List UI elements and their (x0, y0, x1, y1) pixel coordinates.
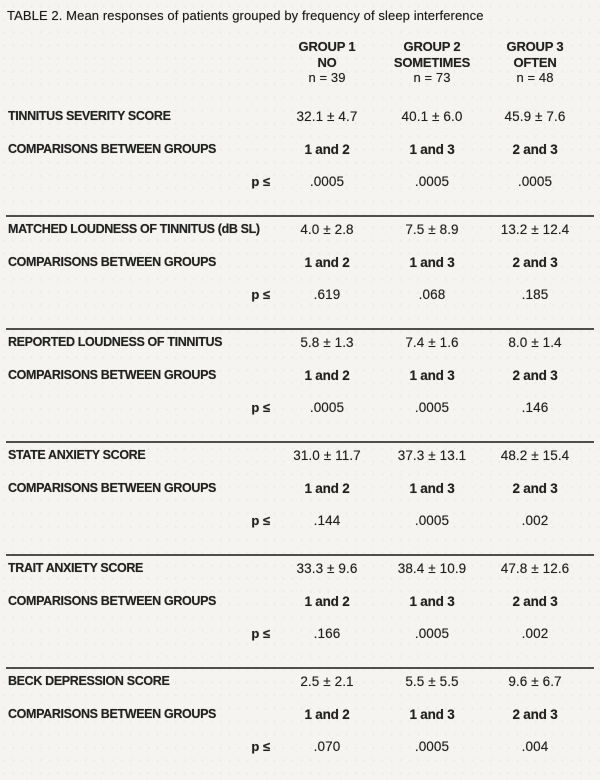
comparison-pair: 2 and 3 (512, 367, 558, 383)
table-row (6, 142, 594, 174)
comparison-pair: 2 and 3 (512, 706, 558, 722)
group-2-n: n = 73 (413, 70, 451, 85)
table-row (6, 107, 594, 142)
measure-block-reported-loudness (6, 328, 594, 441)
measure-value: 31.0 ± 11.7 (293, 447, 361, 463)
table-row (6, 333, 594, 368)
measure-value: 4.0 ± 2.8 (300, 221, 354, 237)
p-value: .070 (313, 738, 341, 754)
p-label: p ≤ (251, 738, 270, 754)
column-header-group-2 (382, 39, 482, 86)
measure-value: 5.5 ± 5.5 (405, 673, 459, 689)
comparison-pair: 1 and 3 (409, 480, 455, 496)
measure-label: MATCHED LOUDNESS OF TINNITUS (dB SL) (8, 221, 260, 236)
comparison-pair: 1 and 3 (409, 593, 455, 609)
p-value: .068 (418, 286, 446, 302)
group-2-frequency: SOMETIMES (393, 54, 471, 70)
measure-value: 33.3 ± 9.6 (296, 560, 358, 576)
table-row (6, 481, 594, 513)
p-value: .144 (313, 512, 341, 528)
p-value: .002 (521, 512, 549, 528)
p-value: .002 (521, 625, 549, 641)
measure-label: TINNITUS SEVERITY SCORE (8, 108, 171, 123)
p-value: .0005 (309, 399, 345, 415)
table-row (6, 559, 594, 594)
comparison-pair: 2 and 3 (512, 254, 558, 270)
table-caption: TABLE 2. Mean responses of patients grouped by frequency of sleep interference (7, 8, 484, 23)
table-row (6, 513, 594, 545)
table-row (6, 739, 594, 771)
measure-value: 8.0 ± 1.4 (508, 334, 562, 350)
measure-label: STATE ANXIETY SCORE (8, 447, 146, 462)
table-row (6, 400, 594, 432)
p-label: p ≤ (251, 286, 270, 302)
column-header-group-3 (482, 39, 588, 86)
p-value: .0005 (414, 625, 450, 641)
comparison-pair: 1 and 3 (409, 254, 455, 270)
measure-value: 9.6 ± 6.7 (508, 673, 562, 689)
table-row (6, 287, 594, 319)
table-row (6, 594, 594, 626)
table-row (6, 446, 594, 481)
comparison-pair: 2 and 3 (512, 480, 558, 496)
measure-value: 13.2 ± 12.4 (500, 221, 570, 237)
p-value: .166 (313, 625, 341, 641)
p-label: p ≤ (251, 625, 270, 641)
measure-label: REPORTED LOUDNESS OF TINNITUS (8, 334, 223, 349)
group-1-frequency: NO (317, 54, 337, 70)
comparisons-label: COMPARISONS BETWEEN GROUPS (8, 367, 217, 382)
comparison-pair: 1 and 2 (304, 367, 350, 383)
p-label: p ≤ (251, 512, 270, 528)
measure-value: 40.1 ± 6.0 (401, 108, 463, 124)
p-value: .146 (521, 399, 549, 415)
table-row (6, 626, 594, 658)
measure-value: 7.5 ± 8.9 (405, 221, 459, 237)
measure-block-state-anxiety (6, 441, 594, 554)
header-spacer (6, 39, 272, 86)
p-value: .0005 (309, 173, 345, 189)
comparison-pair: 1 and 2 (304, 141, 350, 157)
measure-value: 5.8 ± 1.3 (300, 334, 354, 350)
comparison-pair: 1 and 3 (409, 706, 455, 722)
p-value: .619 (313, 286, 341, 302)
group-3-frequency: OFTEN (513, 54, 557, 70)
comparisons-label: COMPARISONS BETWEEN GROUPS (8, 480, 217, 495)
measure-value: 48.2 ± 15.4 (500, 447, 570, 463)
measure-value: 37.3 ± 13.1 (397, 447, 467, 463)
group-1-name: GROUP 1 (298, 39, 356, 54)
p-label: p ≤ (251, 173, 270, 189)
column-headers (6, 39, 594, 86)
measure-value: 45.9 ± 7.6 (504, 108, 566, 124)
measure-value: 7.4 ± 1.6 (405, 334, 459, 350)
table-row (6, 220, 594, 255)
table-row (6, 174, 594, 206)
measure-label: BECK DEPRESSION SCORE (8, 673, 170, 688)
column-header-group-1 (272, 39, 382, 86)
p-value: .0005 (414, 399, 450, 415)
comparison-pair: 1 and 3 (409, 141, 455, 157)
comparison-pair: 1 and 3 (409, 367, 455, 383)
p-value: .0005 (517, 173, 553, 189)
p-label: p ≤ (251, 399, 270, 415)
measure-value: 47.8 ± 12.6 (500, 560, 570, 576)
comparisons-label: COMPARISONS BETWEEN GROUPS (8, 141, 217, 156)
comparison-pair: 2 and 3 (512, 593, 558, 609)
comparisons-label: COMPARISONS BETWEEN GROUPS (8, 593, 217, 608)
measure-value: 38.4 ± 10.9 (397, 560, 467, 576)
p-value: .004 (521, 738, 549, 754)
comparison-pair: 2 and 3 (512, 141, 558, 157)
comparison-pair: 1 and 2 (304, 254, 350, 270)
p-value: .0005 (414, 512, 450, 528)
measure-block-matched-loudness (6, 215, 594, 328)
group-1-n: n = 39 (308, 70, 346, 85)
p-value: .0005 (414, 173, 450, 189)
comparison-pair: 1 and 2 (304, 480, 350, 496)
measure-label: TRAIT ANXIETY SCORE (8, 560, 144, 575)
comparison-pair: 1 and 2 (304, 706, 350, 722)
measure-block-trait-anxiety (6, 554, 594, 667)
group-3-n: n = 48 (516, 70, 554, 85)
comparisons-label: COMPARISONS BETWEEN GROUPS (8, 254, 217, 269)
table-row (6, 707, 594, 739)
p-value: .185 (521, 286, 549, 302)
table-row (6, 255, 594, 287)
comparison-pair: 1 and 2 (304, 593, 350, 609)
measure-block-beck-depression (6, 667, 594, 780)
group-3-name: GROUP 3 (506, 39, 564, 54)
measure-value: 2.5 ± 2.1 (300, 673, 354, 689)
measure-value: 32.1 ± 4.7 (296, 108, 358, 124)
comparisons-label: COMPARISONS BETWEEN GROUPS (8, 706, 217, 721)
table-row (6, 672, 594, 707)
measure-block-tinnitus-severity (6, 104, 594, 215)
table-row (6, 368, 594, 400)
group-2-name: GROUP 2 (403, 39, 461, 54)
p-value: .0005 (414, 738, 450, 754)
